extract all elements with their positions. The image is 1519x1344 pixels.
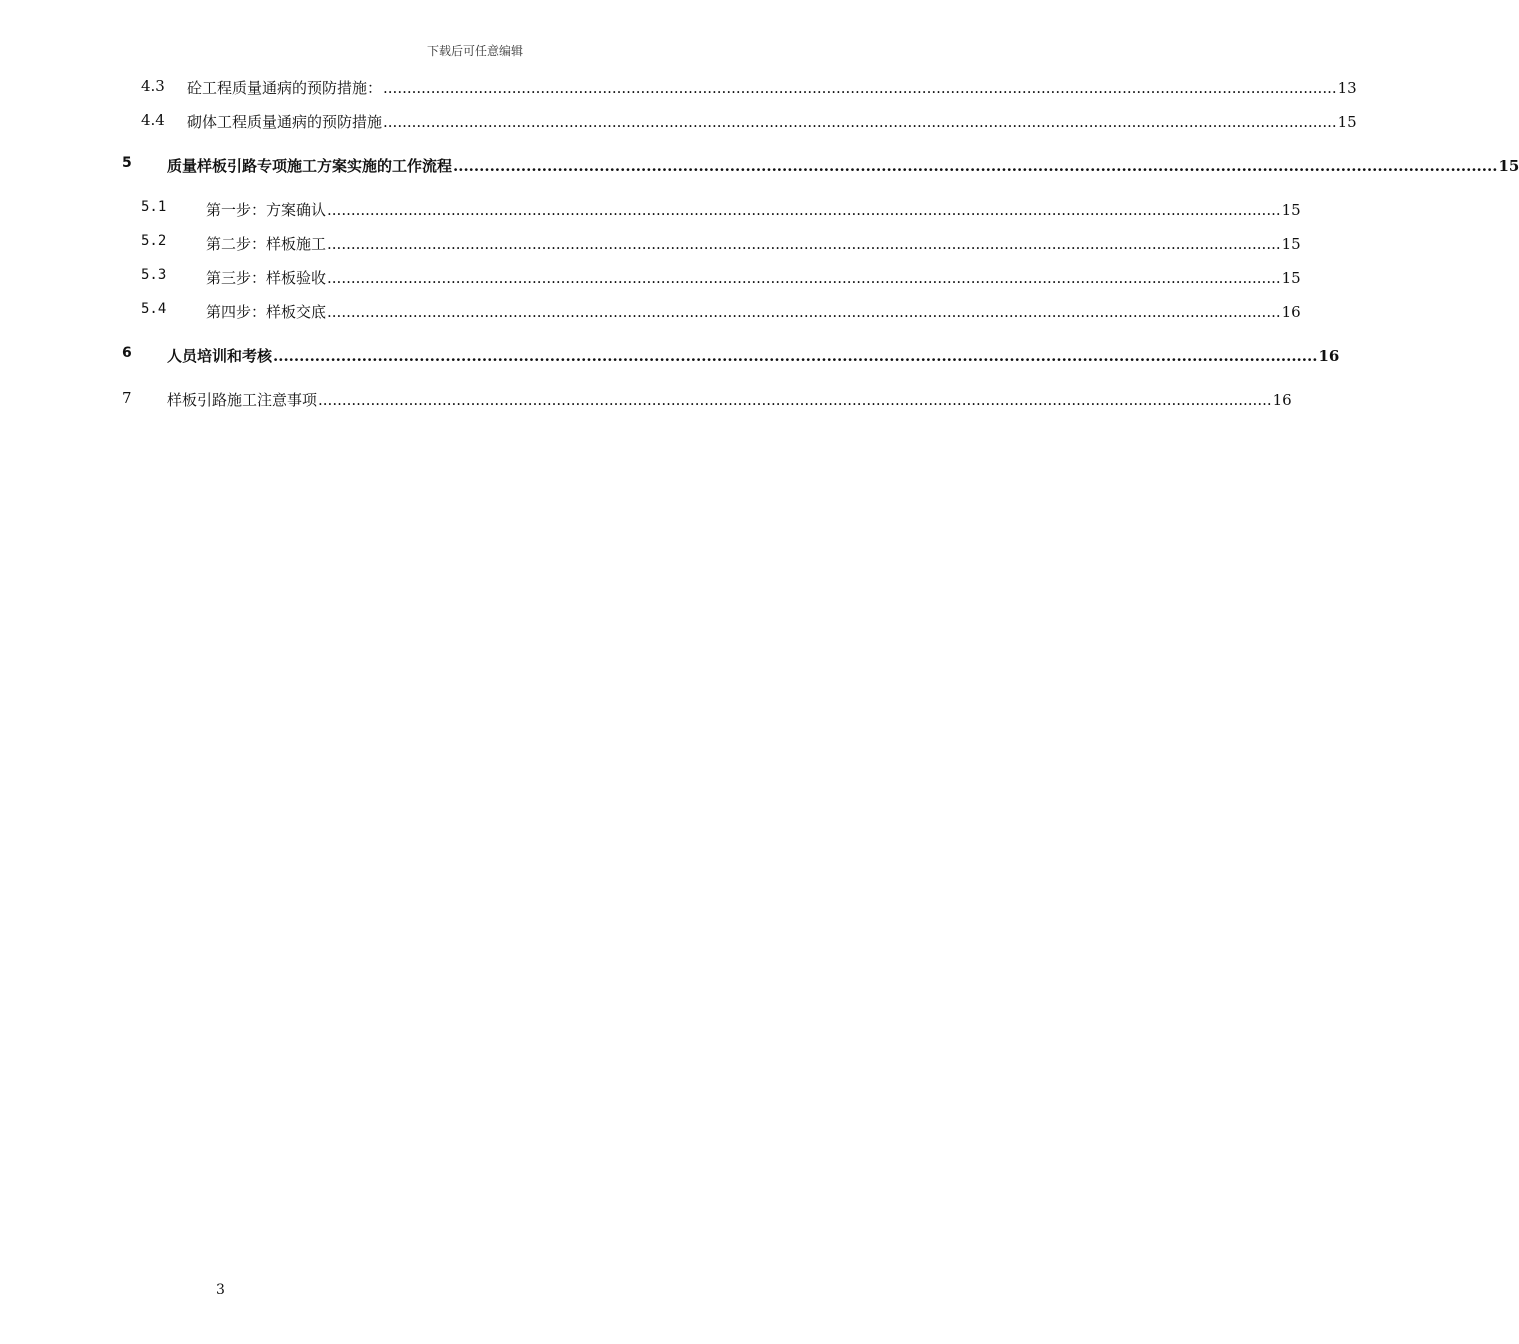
toc-number: 6 bbox=[122, 345, 132, 361]
toc-page: 15 bbox=[1281, 201, 1301, 219]
toc-entry-7[interactable] bbox=[0, 389, 1292, 411]
toc-number: 5.1 bbox=[141, 199, 167, 215]
toc-leader-dots: ........................................................................................................................................................................................................ bbox=[327, 269, 1281, 287]
toc-entry-5-2[interactable] bbox=[0, 233, 1301, 255]
toc-title: 第二步：样板施工 bbox=[206, 235, 327, 253]
toc-title: 样板引路施工注意事项 bbox=[167, 391, 318, 409]
toc-page: 16 bbox=[1281, 303, 1301, 321]
page-number: 3 bbox=[216, 1282, 225, 1298]
toc-leader-dots: ........................................................................................................................................................................................................ bbox=[383, 113, 1337, 131]
toc-entry-5[interactable] bbox=[0, 155, 1519, 177]
toc-title: 砌体工程质量通病的预防措施 bbox=[187, 113, 383, 131]
toc-leader-dots: ........................................................................................................................................................................................................ bbox=[327, 303, 1281, 321]
toc-entry-4-3[interactable] bbox=[0, 77, 1357, 99]
toc-leader-dots: ........................................................................................................................................................................................................ bbox=[318, 391, 1272, 409]
toc-page: 15 bbox=[1498, 157, 1519, 175]
toc-page: 15 bbox=[1281, 269, 1301, 287]
toc-title: 第一步：方案确认 bbox=[206, 201, 327, 219]
toc-entry-4-4[interactable] bbox=[0, 111, 1357, 133]
toc-entry-6[interactable] bbox=[0, 345, 1340, 367]
toc-leader-dots: ........................................................................................................................................................................................................ bbox=[327, 235, 1281, 253]
toc-title: 质量样板引路专项施工方案实施的工作流程 bbox=[167, 157, 453, 175]
toc-page: 16 bbox=[1318, 347, 1340, 365]
toc-title: 人员培训和考核 bbox=[167, 347, 273, 365]
toc-leader-dots: ........................................................................................................................................................................................................ bbox=[273, 347, 1318, 365]
toc-number: 5.4 bbox=[141, 301, 167, 317]
toc-number: 5.2 bbox=[141, 233, 167, 249]
toc-entry-5-1[interactable] bbox=[0, 199, 1301, 221]
toc-page: 15 bbox=[1337, 113, 1357, 131]
toc-title: 砼工程质量通病的预防措施： bbox=[187, 79, 383, 97]
toc-title: 第三步：样板验收 bbox=[206, 269, 327, 287]
toc-page: 16 bbox=[1272, 391, 1292, 409]
toc-page: 13 bbox=[1337, 79, 1357, 97]
toc-page: 15 bbox=[1281, 235, 1301, 253]
toc-number: 5 bbox=[122, 155, 132, 171]
toc-entry-5-4[interactable] bbox=[0, 301, 1301, 323]
toc-title: 第四步：样板交底 bbox=[206, 303, 327, 321]
page-header: 下载后可任意编辑 bbox=[426, 44, 523, 58]
toc-leader-dots: ........................................................................................................................................................................................................ bbox=[383, 79, 1337, 97]
toc-number: 4.4 bbox=[141, 111, 165, 129]
toc-entry-5-3[interactable] bbox=[0, 267, 1301, 289]
toc-leader-dots: ........................................................................................................................................................................................................ bbox=[327, 201, 1281, 219]
toc-number: 5.3 bbox=[141, 267, 167, 283]
toc-leader-dots: ........................................................................................................................................................................................................ bbox=[453, 157, 1498, 175]
toc-number: 7 bbox=[122, 389, 132, 407]
toc-number: 4.3 bbox=[141, 77, 165, 95]
